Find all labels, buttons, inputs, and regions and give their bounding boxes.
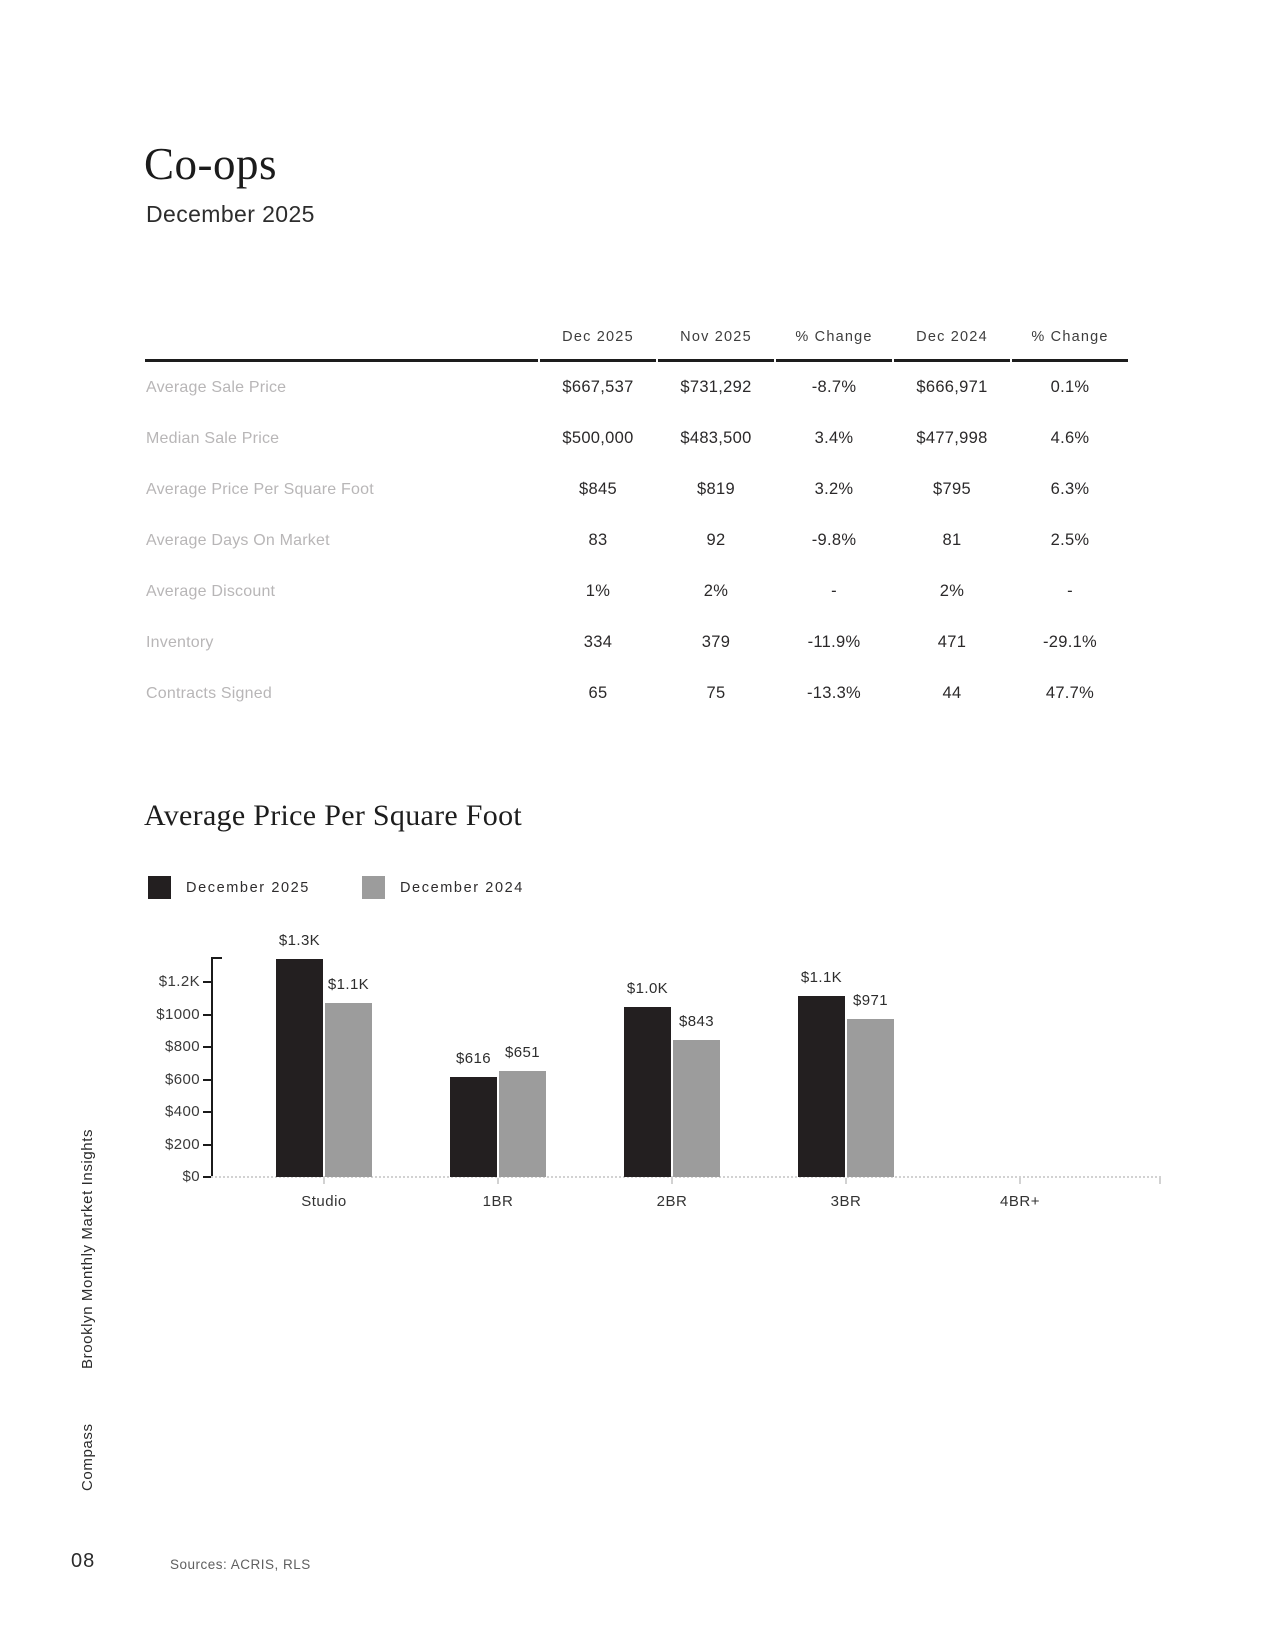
cell-value: 1% <box>585 582 611 600</box>
stats-table-header-row <box>145 299 1128 362</box>
cell-value: 2% <box>703 582 729 600</box>
y-axis-tick <box>203 1046 211 1048</box>
row-label: Average Days On Market <box>146 531 330 549</box>
bar-value-label: $1.0K <box>626 980 669 997</box>
cell-value: $500,000 <box>562 429 634 447</box>
table-row <box>145 362 1128 413</box>
bar-value-label: $1.1K <box>327 976 370 993</box>
bar-december-2025 <box>798 996 845 1177</box>
page-title: Co-ops <box>144 139 278 189</box>
legend-label: December 2025 <box>186 879 310 896</box>
bar-december-2025 <box>624 1007 671 1177</box>
table-row <box>145 413 1128 464</box>
stats-table-body <box>145 362 1128 719</box>
column-header: Dec 2025 <box>540 299 656 362</box>
table-row <box>145 668 1128 719</box>
x-axis-tick <box>845 1178 847 1184</box>
axis-end-tick <box>1159 1178 1161 1184</box>
cell-value: 379 <box>701 633 731 651</box>
bar-chart <box>145 930 1185 1230</box>
cell-value: 92 <box>706 531 726 549</box>
y-axis-tick-label: $1.2K <box>158 973 200 991</box>
cell-value: 3.2% <box>814 480 854 498</box>
row-label: Contracts Signed <box>146 684 272 702</box>
row-label: Average Discount <box>146 582 276 600</box>
y-axis-tick <box>203 1144 211 1146</box>
y-axis-tick-label: $1000 <box>156 1005 200 1023</box>
bar-value-label: $971 <box>853 992 888 1009</box>
sidebar-brand: Compass <box>79 1423 96 1491</box>
cell-value: $731,292 <box>680 378 752 396</box>
x-axis-tick <box>323 1178 325 1184</box>
row-label: Average Price Per Square Foot <box>146 480 374 498</box>
x-axis-category-label: 2BR <box>656 1193 688 1210</box>
cell-value: -13.3% <box>806 684 862 702</box>
cell-value: 6.3% <box>1050 480 1090 498</box>
page-number: 08 <box>71 1550 96 1572</box>
cell-value: 2% <box>939 582 965 600</box>
cell-value: 81 <box>942 531 962 549</box>
legend-item-dec-2025 <box>148 876 310 899</box>
cell-value: 65 <box>588 684 608 702</box>
cell-value: $795 <box>933 480 971 498</box>
cell-value: $477,998 <box>916 429 988 447</box>
x-axis-tick <box>497 1178 499 1184</box>
cell-value: $819 <box>697 480 735 498</box>
cell-value: 4.6% <box>1050 429 1090 447</box>
cell-value: -11.9% <box>807 633 861 651</box>
bar-value-label: $651 <box>505 1044 540 1061</box>
column-header-blank <box>145 299 538 362</box>
x-axis-category-label: 1BR <box>482 1193 514 1210</box>
column-header: % Change <box>776 299 892 362</box>
cell-value: 83 <box>588 531 608 549</box>
y-axis-tick <box>203 1014 211 1016</box>
bar-december-2025 <box>450 1077 497 1177</box>
cell-value: -9.8% <box>811 531 857 549</box>
cell-value: - <box>831 582 837 600</box>
bar-value-label: $1.3K <box>278 932 321 949</box>
page-subtitle: December 2025 <box>146 201 315 227</box>
table-row <box>145 515 1128 566</box>
cell-value: 75 <box>706 684 726 702</box>
stats-table <box>143 299 1130 719</box>
y-axis-top-cap <box>211 957 222 959</box>
y-axis-tick <box>203 1079 211 1081</box>
cell-value: 334 <box>583 633 613 651</box>
cell-value: $666,971 <box>916 378 988 396</box>
column-header: % Change <box>1012 299 1128 362</box>
cell-value: 0.1% <box>1050 378 1090 396</box>
legend-label: December 2024 <box>399 879 524 896</box>
y-axis-tick-label: $0 <box>182 1168 200 1185</box>
x-axis-tick <box>671 1178 673 1184</box>
y-axis-tick <box>203 981 211 983</box>
y-axis-line <box>211 957 213 1178</box>
chart-title: Average Price Per Square Foot <box>144 799 523 832</box>
x-axis-category-label: 4BR+ <box>1000 1193 1040 1210</box>
row-label: Average Sale Price <box>146 378 287 396</box>
cell-value: 47.7% <box>1045 684 1095 702</box>
y-axis-tick-label: $200 <box>165 1135 200 1153</box>
bar-december-2024 <box>847 1019 894 1177</box>
y-axis-tick <box>203 1111 211 1113</box>
legend-item-dec-2024 <box>362 876 524 899</box>
y-axis-tick-label: $600 <box>165 1070 200 1088</box>
cell-value: $483,500 <box>680 429 752 447</box>
chart-legend <box>148 876 524 899</box>
column-header: Dec 2024 <box>894 299 1010 362</box>
y-axis-tick-label: $800 <box>165 1038 200 1055</box>
row-label: Median Sale Price <box>146 429 280 447</box>
cell-value: 471 <box>937 633 967 651</box>
bar-value-label: $843 <box>679 1013 714 1030</box>
x-axis-category-label: 3BR <box>830 1193 862 1210</box>
bar-december-2024 <box>499 1071 546 1177</box>
y-axis-tick <box>203 1176 211 1178</box>
cell-value: $667,537 <box>562 378 634 396</box>
bar-value-label: $616 <box>456 1050 491 1067</box>
cell-value: 44 <box>942 684 962 702</box>
x-axis-category-label: Studio <box>301 1193 347 1210</box>
sidebar-vertical-title: Brooklyn Monthly Market Insights <box>79 1128 96 1369</box>
sources-note: Sources: ACRIS, RLS <box>170 1557 311 1572</box>
table-row <box>145 566 1128 617</box>
column-header: Nov 2025 <box>658 299 774 362</box>
cell-value: -8.7% <box>811 378 857 396</box>
cell-value: 2.5% <box>1050 531 1090 549</box>
bar-december-2024 <box>673 1040 720 1177</box>
legend-swatch-gray <box>362 876 385 899</box>
bar-december-2024 <box>325 1003 372 1177</box>
cell-value: -29.1% <box>1042 633 1098 651</box>
table-row <box>145 617 1128 668</box>
y-axis-tick-label: $400 <box>165 1103 200 1120</box>
cell-value: $845 <box>579 480 617 498</box>
table-row <box>145 464 1128 515</box>
cell-value: 3.4% <box>814 429 854 447</box>
legend-swatch-dark <box>148 876 171 899</box>
cell-value: - <box>1067 582 1073 600</box>
bar-value-label: $1.1K <box>800 969 843 986</box>
row-label: Inventory <box>146 633 214 651</box>
x-axis-tick <box>1019 1178 1021 1184</box>
